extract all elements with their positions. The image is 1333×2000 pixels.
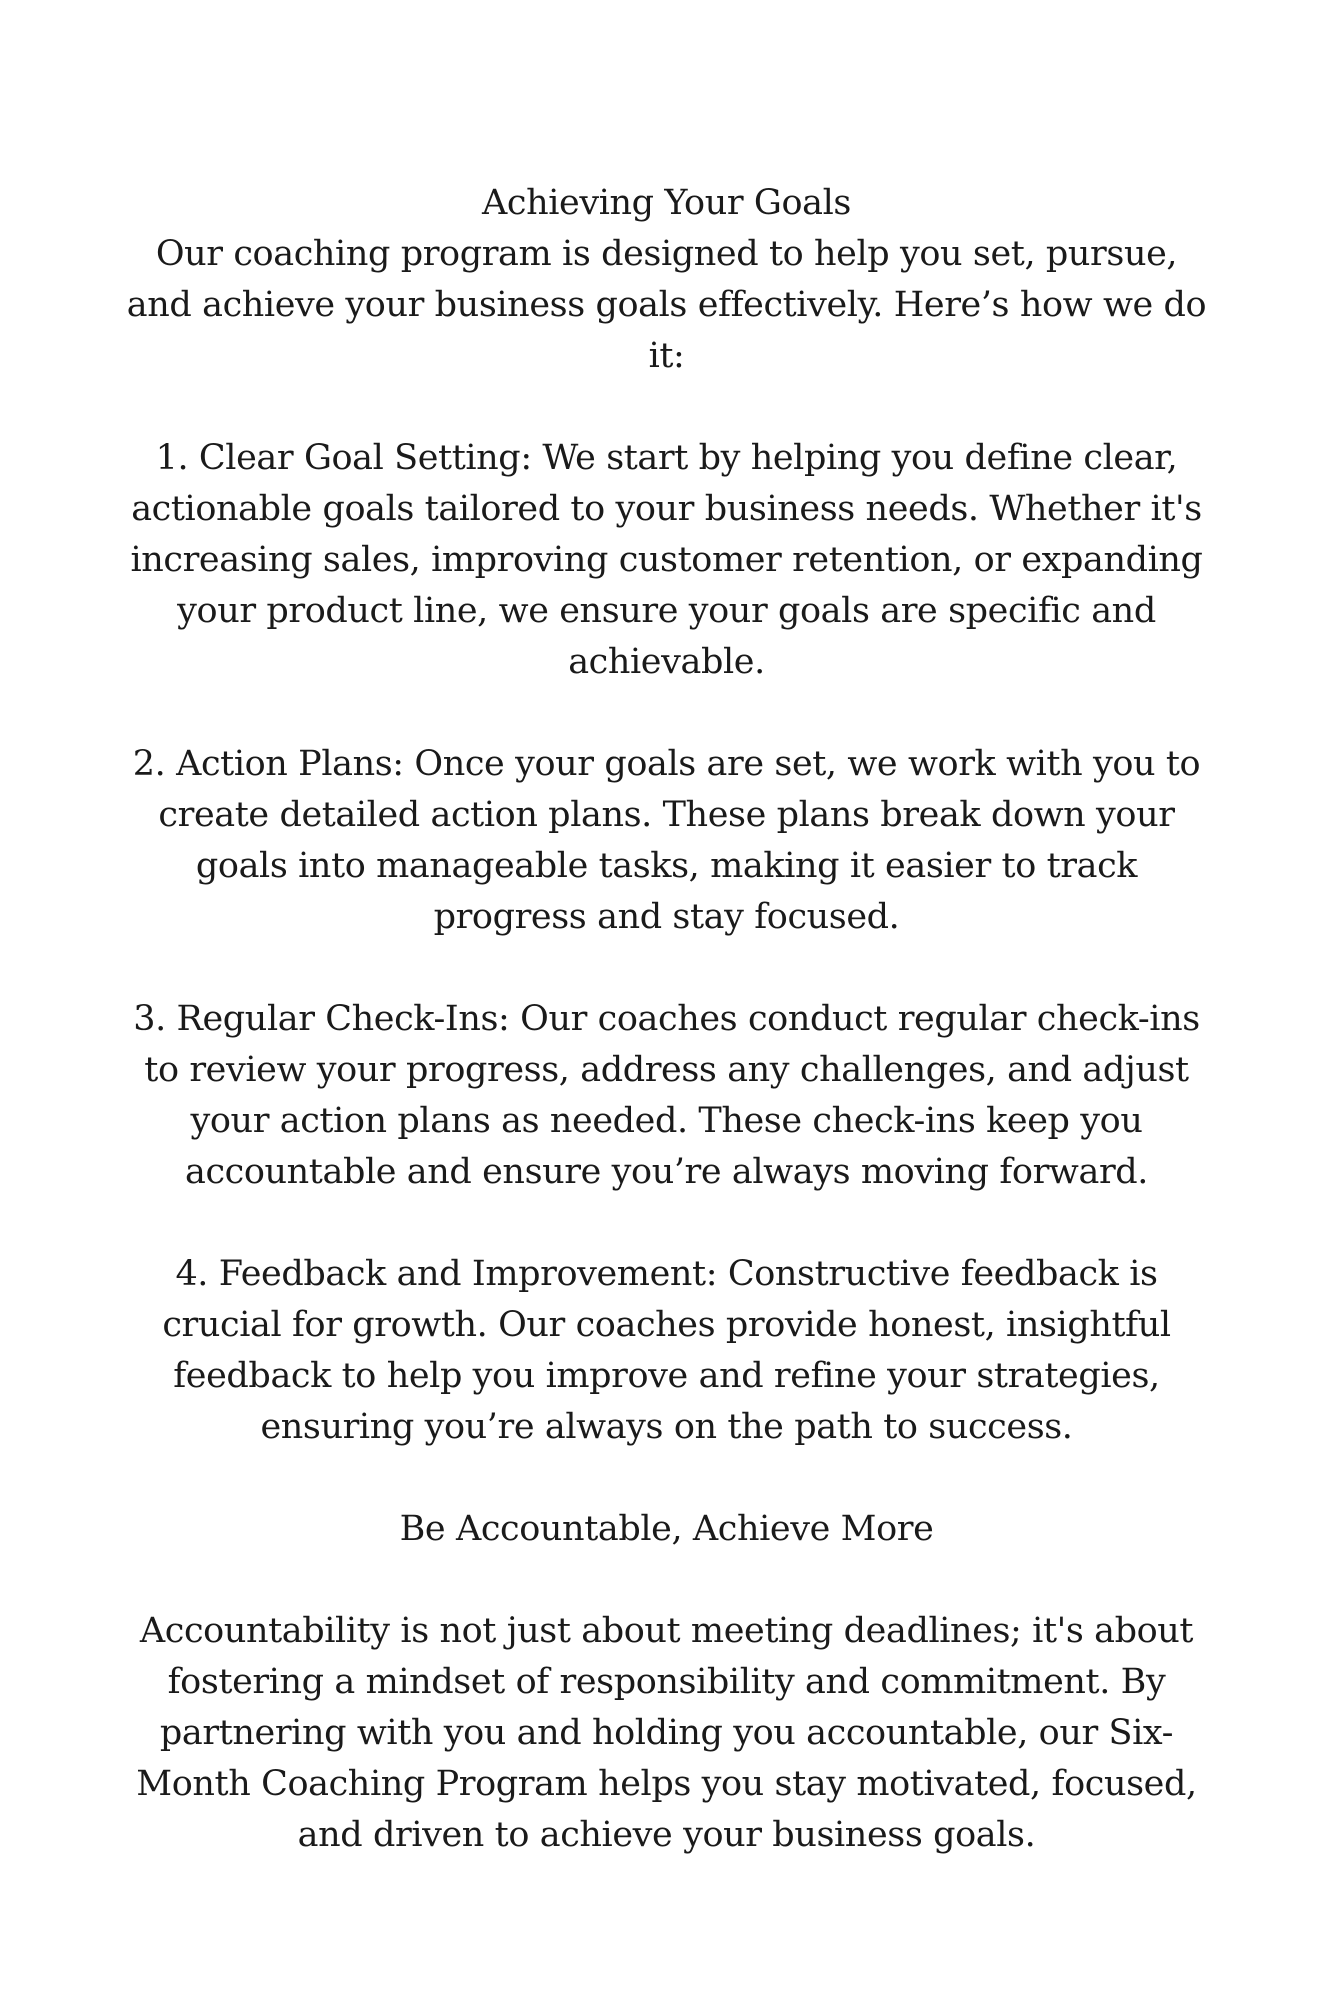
- section-heading-achieving-goals: Achieving Your Goals: [482, 183, 851, 223]
- list-item-action-plans: 2. Action Plans: Once your goals are set, we work with you to create detailed action plans. These plans break down your goals into manageable tasks, making it easier to track progress and stay focused.: [132, 744, 1201, 937]
- paragraph-spacer: [120, 688, 1213, 739]
- document-body: [120, 178, 1213, 1861]
- paragraph-spacer: [120, 943, 1213, 994]
- paragraph-spacer: [120, 382, 1213, 433]
- list-item-regular-check-ins: 3. Regular Check-Ins: Our coaches conduct regular check-ins to review your progress, address any challenges, and adjust your action plans as needed. These check-ins keep you accountable and ensure you’re always moving forward.: [133, 999, 1200, 1192]
- section-heading-be-accountable: Be Accountable, Achieve More: [399, 1509, 934, 1549]
- paragraph-spacer: [120, 1555, 1213, 1606]
- list-item-clear-goal-setting: 1. Clear Goal Setting: We start by helping you define clear, actionable goals tailored to your business needs. Whether it's increasing sales, improving customer retention, or expanding your product line, we ensure your goals are specific and achievable.: [130, 438, 1203, 682]
- paragraph-spacer: [120, 1198, 1213, 1249]
- list-item-feedback-improvement: 4. Feedback and Improvement: Constructive feedback is crucial for growth. Our coaches provide honest, insightful feedback to help you improve and refine your strategies, ensuring you’re always on the path to success.: [162, 1254, 1171, 1447]
- closing-paragraph: Accountability is not just about meeting deadlines; it's about fostering a mindset of responsibility and commitment. By partnering with you and holding you accountable, our Six-Month Coaching Program helps you stay motivated, focused, and driven to achieve your business goals.: [136, 1611, 1197, 1855]
- paragraph-spacer: [120, 1453, 1213, 1504]
- intro-paragraph: Our coaching program is designed to help you set, pursue, and achieve your business goals effectively. Here’s how we do it:: [126, 234, 1207, 376]
